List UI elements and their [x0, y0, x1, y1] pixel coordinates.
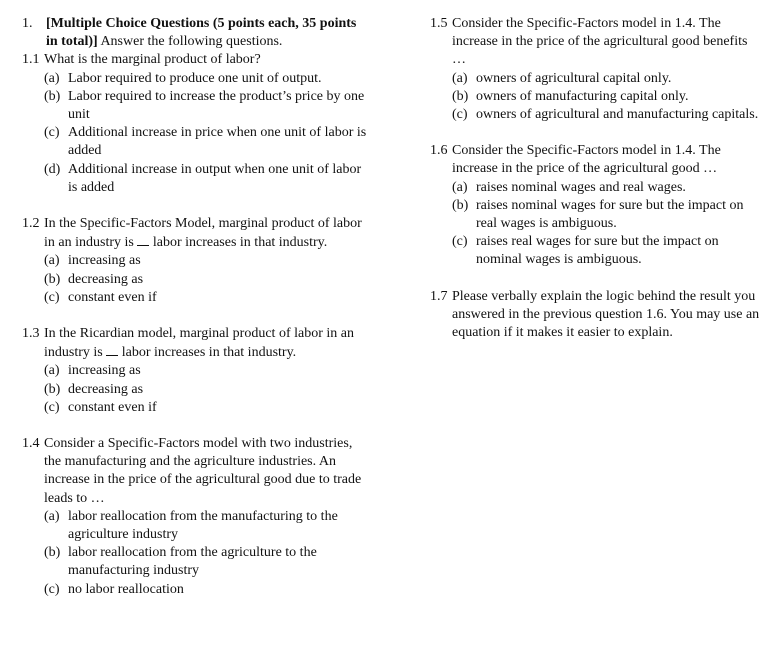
option-label: (b) [44, 545, 61, 561]
problem-header [22, 15, 367, 51]
option-label: (c) [452, 234, 468, 250]
option-label: (a) [452, 70, 468, 86]
question-text: What is the marginal product of labor? [44, 52, 261, 68]
option-label: (a) [44, 70, 60, 86]
option-c [452, 106, 760, 124]
option-text: decreasing as [68, 271, 144, 287]
spacer [22, 197, 367, 215]
option-label: (b) [44, 271, 61, 287]
question-number: 1.3 [22, 326, 40, 342]
option-label: (d) [44, 161, 61, 177]
question-number: 1.1 [22, 52, 40, 68]
question-1-4 [22, 435, 367, 599]
spacer [430, 270, 760, 288]
option-label: (c) [44, 399, 60, 415]
option-label: (b) [44, 88, 61, 104]
question-text: Consider the Specific-Factors model in 1.4. The increase in the price of the agricultural good benefits … [452, 16, 748, 68]
option-label: (a) [452, 179, 468, 195]
question-number: 1.4 [22, 436, 40, 452]
question-1-2 [22, 215, 367, 307]
left-column [22, 15, 367, 599]
option-text: raises real wages for sure but the impact on nominal wages is ambiguous. [476, 234, 719, 268]
option-b [44, 271, 367, 289]
question-text-after: labor increases in that industry. [118, 345, 297, 361]
question-1-7 [430, 288, 760, 343]
spacer [430, 124, 760, 142]
question-1-5 [430, 15, 760, 124]
question-number: 1.6 [430, 143, 448, 159]
option-label: (c) [44, 289, 60, 305]
problem-intro [46, 16, 356, 49]
question-1-3 [22, 325, 367, 417]
option-text: Labor required to increase the product’s price by one unit [68, 88, 365, 123]
option-c [452, 233, 760, 269]
option-label: (b) [44, 381, 61, 397]
option-a [44, 70, 367, 88]
option-label: (b) [452, 197, 469, 213]
problem-intro-bold: [Multiple Choice Questions (5 points each, 35 points in total)] [46, 16, 357, 50]
question-1-6 [430, 142, 760, 269]
option-b [452, 88, 760, 106]
problem-intro-rest: Answer the following questions. [97, 34, 283, 50]
option-c [44, 289, 367, 307]
question-number: 1.2 [22, 216, 40, 232]
option-d [44, 161, 367, 197]
option-text: no labor reallocation [68, 581, 184, 597]
option-text: constant even if [68, 289, 157, 305]
spacer [22, 307, 367, 325]
right-column [430, 15, 760, 342]
option-a [44, 362, 367, 380]
option-a [452, 70, 760, 88]
option-text: Labor required to produce one unit of output. [68, 70, 322, 86]
option-b [452, 197, 760, 233]
question-number: 1.5 [430, 16, 448, 31]
question-text [44, 215, 367, 252]
option-text: decreasing as [68, 381, 144, 397]
question-text-before: In the Specific-Factors Model, marginal product of labor in an industry is [44, 216, 362, 251]
option-c [44, 581, 367, 599]
question-text: Please verbally explain the logic behind the result you answered in the previous question 1.6. You may use an equation if it makes it easier to explain. [452, 288, 760, 341]
answer-blank [106, 343, 118, 356]
question-text: Consider a Specific-Factors model with two industries, the manufacturing and the agriculture industries. An increase in the price of the agricultural good due to trade leads to … [44, 436, 362, 506]
option-text: labor reallocation from the manufacturing to the agriculture industry [68, 508, 338, 543]
option-text: increasing as [68, 253, 141, 269]
option-text: labor reallocation from the agriculture to the manufacturing industry [68, 545, 317, 579]
option-b [44, 88, 367, 124]
question-text-after: labor increases in that industry. [149, 235, 328, 251]
option-text: increasing as [68, 363, 141, 379]
option-label: (a) [44, 253, 60, 269]
option-text: Additional increase in output when one unit of labor is added [68, 161, 362, 195]
option-c [44, 124, 367, 160]
option-label: (c) [452, 107, 468, 123]
option-label: (c) [44, 125, 60, 141]
option-b [44, 544, 367, 580]
option-a [44, 508, 367, 544]
option-a [44, 252, 367, 270]
question-text-before: In the Ricardian model, marginal product of labor in an industry is [44, 326, 354, 361]
option-text: owners of manufacturing capital only. [476, 88, 689, 104]
option-text: raises nominal wages and real wages. [476, 179, 686, 195]
problem-number: 1. [22, 16, 33, 31]
answer-blank [137, 233, 149, 246]
option-label: (c) [44, 581, 60, 597]
question-text: Consider the Specific-Factors model in 1.4. The increase in the price of the agricultural good … [452, 143, 721, 177]
spacer [22, 417, 367, 435]
option-text: owners of agricultural and manufacturing capitals. [476, 107, 759, 123]
option-text: owners of agricultural capital only. [476, 70, 672, 86]
question-text [44, 325, 367, 362]
option-label: (a) [44, 363, 60, 379]
option-text: raises nominal wages for sure but the impact on real wages is ambiguous. [476, 197, 744, 232]
option-label: (a) [44, 508, 60, 524]
option-text: Additional increase in price when one unit of labor is added [68, 125, 367, 159]
question-1-1 [22, 51, 367, 197]
option-a [452, 179, 760, 197]
option-label: (b) [452, 88, 469, 104]
option-c [44, 399, 367, 417]
option-text: constant even if [68, 399, 157, 415]
option-b [44, 381, 367, 399]
question-number: 1.7 [430, 288, 448, 304]
